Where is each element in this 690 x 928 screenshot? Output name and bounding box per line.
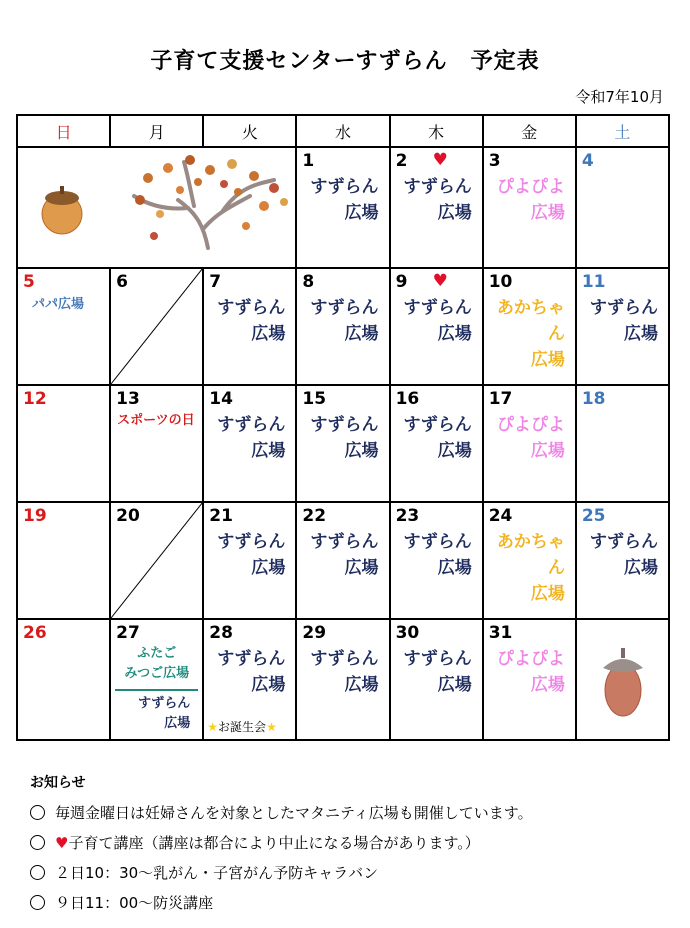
day-cell-4	[576, 147, 669, 268]
week-row	[17, 502, 669, 619]
piyopiyo-event: ぴよぴよ 広場	[496, 177, 565, 223]
day-cell-14	[203, 385, 296, 502]
notice-item: 毎週金曜日は妊婦さんを対象としたマタニティ広場も開催しています。	[30, 798, 533, 828]
day-cell-12	[17, 385, 110, 502]
day-cell-24	[483, 502, 576, 619]
suzuran-event: すずらん 広場	[217, 415, 286, 461]
day-number: 15	[302, 389, 327, 409]
day-cell-23	[390, 502, 483, 619]
suzuran-event: すずらん 広場	[403, 415, 472, 461]
day-number: 4	[581, 151, 594, 171]
day-number: 26	[23, 623, 47, 643]
piyopiyo-event: ぴよぴよ 広場	[496, 415, 565, 461]
day-number: 25	[581, 506, 606, 526]
notice-item: ♥子育て講座（講座は都合により中止になる場合があります。）	[30, 828, 533, 858]
week-row	[17, 619, 669, 740]
day-cell-21	[203, 502, 296, 619]
day-cell-8	[296, 268, 389, 385]
day-cell-19	[17, 502, 110, 619]
weekday-fri: 金	[483, 115, 576, 147]
suzuran-event: すずらん 広場	[138, 696, 191, 731]
piyopiyo-event: ぴよぴよ 広場	[496, 649, 565, 695]
heart-icon: ♥	[432, 271, 448, 291]
day-number: 14	[209, 389, 233, 409]
day-number: 12	[23, 389, 47, 409]
circle-icon	[30, 805, 45, 820]
day-cell-7	[203, 268, 296, 385]
day-number: 19	[23, 506, 47, 526]
day-number: 10	[488, 272, 513, 292]
day-number: 27	[116, 623, 140, 643]
calendar	[16, 114, 670, 741]
suzuran-event: すずらん 広場	[310, 532, 379, 578]
day-cell-3	[483, 147, 576, 268]
suzuran-event: すずらん 広場	[217, 298, 286, 344]
suzuran-event: すずらん 広場	[310, 649, 379, 695]
day-cell-2	[390, 147, 483, 268]
heart-icon: ♥	[432, 150, 448, 170]
day-cell-10	[483, 268, 576, 385]
week-row	[17, 268, 669, 385]
day-number: 18	[581, 389, 606, 409]
birthday-event: ★お誕生会★	[207, 720, 277, 734]
day-cell-26	[17, 619, 110, 740]
day-number: 29	[302, 623, 327, 643]
day-number: 21	[209, 506, 233, 526]
day-number: 9	[395, 272, 408, 292]
day-number: 16	[395, 389, 420, 409]
circle-icon	[30, 835, 45, 850]
day-cell-27	[110, 619, 203, 740]
weekday-sat: 土	[576, 115, 669, 147]
suzuran-event: すずらん 広場	[310, 415, 379, 461]
suzuran-event: すずらん 広場	[589, 532, 658, 578]
day-cell-17	[483, 385, 576, 502]
day-number: 23	[395, 506, 420, 526]
day-cell-6	[110, 268, 203, 385]
acorn-cell	[576, 619, 669, 740]
notice-section	[30, 768, 533, 918]
akachan-event: あかちゃん 広場	[496, 532, 565, 604]
star-icon: ★	[266, 720, 277, 734]
week-row	[17, 385, 669, 502]
autumn-leaves-icon	[135, 155, 288, 240]
day-cell-9	[390, 268, 483, 385]
day-number: 2	[395, 151, 408, 171]
page-title: 子育て支援センターすずらん 予定表	[150, 49, 540, 74]
acorn-icon	[42, 186, 82, 234]
suzuran-event: すずらん 広場	[217, 649, 286, 695]
day-cell-11	[576, 268, 669, 385]
suzuran-event: すずらん 広場	[310, 177, 379, 223]
futago-event: ふたご みつご広場	[124, 646, 190, 681]
day-cell-13	[110, 385, 203, 502]
day-number: 31	[488, 623, 513, 643]
notice-item: ２日10：30〜乳がん・子宮がん予防キャラバン	[30, 858, 533, 888]
suzuran-event: すずらん 広場	[403, 177, 472, 223]
notice-heading: お知らせ	[30, 775, 86, 791]
suzuran-event: すずらん 広場	[403, 649, 472, 695]
weekday-header	[17, 115, 669, 147]
day-cell-30	[390, 619, 483, 740]
notice-item: ９日11：00〜防災講座	[30, 888, 533, 918]
day-number: 11	[581, 272, 606, 292]
day-cell-20	[110, 502, 203, 619]
day-number: 6	[116, 272, 128, 292]
acorn-icon	[577, 620, 669, 735]
day-number: 17	[488, 389, 513, 409]
day-number: 22	[302, 506, 327, 526]
day-cell-18	[576, 385, 669, 502]
week-row	[17, 147, 669, 268]
suzuran-event: すずらん 広場	[403, 532, 472, 578]
holiday-label: スポーツの日	[117, 413, 195, 428]
weekday-wed: 水	[296, 115, 389, 147]
circle-icon	[30, 865, 45, 880]
suzuran-event: すずらん 広場	[403, 298, 472, 344]
day-number: 28	[209, 623, 233, 643]
weekday-thu: 木	[390, 115, 483, 147]
heart-icon: ♥	[55, 834, 69, 852]
weekday-mon: 月	[110, 115, 203, 147]
day-cell-31	[483, 619, 576, 740]
day-number: 24	[488, 506, 513, 526]
month-label: 令和7年10月	[575, 88, 664, 106]
weekday-sun: 日	[17, 115, 110, 147]
day-number: 3	[488, 151, 501, 171]
day-number: 8	[302, 272, 315, 292]
akachan-event: あかちゃん 広場	[496, 298, 565, 370]
suzuran-event: すずらん 広場	[589, 298, 658, 344]
day-number: 20	[116, 506, 140, 526]
day-cell-5	[17, 268, 110, 385]
day-number: 1	[302, 151, 315, 171]
day-cell-16	[390, 385, 483, 502]
suzuran-event: すずらん 広場	[310, 298, 379, 344]
day-cell-29	[296, 619, 389, 740]
autumn-illustration	[18, 148, 300, 263]
star-icon: ★	[207, 720, 219, 734]
day-number: 30	[395, 623, 420, 643]
suzuran-event: すずらん 広場	[217, 532, 286, 578]
papa-event: パパ広場	[32, 297, 85, 312]
day-cell-25	[576, 502, 669, 619]
day-cell-22	[296, 502, 389, 619]
day-number: 13	[116, 389, 140, 409]
circle-icon	[30, 895, 45, 910]
day-cell-15	[296, 385, 389, 502]
day-cell-28	[203, 619, 296, 740]
day-number: 7	[209, 272, 222, 292]
day-number: 5	[23, 272, 35, 292]
weekday-tue: 火	[203, 115, 296, 147]
day-cell-1	[296, 147, 389, 268]
autumn-illustration-cell	[17, 147, 296, 268]
divider	[115, 689, 198, 691]
